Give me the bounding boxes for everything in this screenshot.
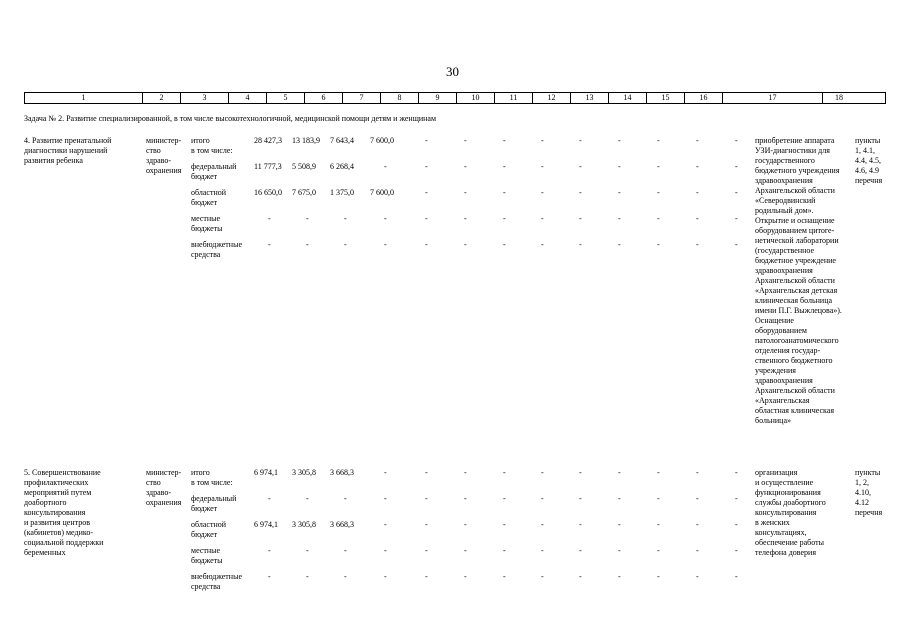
empty-cell: -	[579, 546, 582, 555]
funding-value: -	[384, 240, 387, 249]
funding-source: внебюджетные средства	[191, 572, 242, 591]
empty-cell: -	[425, 240, 428, 249]
funding-value: 11 777,3	[254, 162, 282, 171]
header-col-8: 8	[381, 93, 419, 103]
funding-value: -	[344, 240, 347, 249]
empty-cell: -	[696, 240, 699, 249]
empty-cell: -	[541, 468, 544, 477]
header-col-14: 14	[609, 93, 647, 103]
empty-cell: -	[541, 188, 544, 197]
funding-value: -	[384, 214, 387, 223]
empty-cell: -	[464, 520, 467, 529]
empty-cell: -	[735, 494, 738, 503]
empty-cell: -	[657, 468, 660, 477]
funding-value: -	[306, 214, 309, 223]
empty-cell: -	[735, 520, 738, 529]
funding-value: 28 427,3	[254, 136, 282, 145]
empty-cell: -	[618, 214, 621, 223]
header-col-1: 1	[25, 93, 143, 103]
header-col-4: 4	[229, 93, 267, 103]
empty-cell: -	[735, 572, 738, 581]
empty-cell: -	[696, 468, 699, 477]
funding-value: -	[384, 162, 387, 171]
empty-cell: -	[696, 546, 699, 555]
empty-cell: -	[579, 188, 582, 197]
empty-cell: -	[696, 214, 699, 223]
empty-cell: -	[579, 468, 582, 477]
empty-cell: -	[657, 520, 660, 529]
funding-value: -	[306, 572, 309, 581]
empty-cell: -	[541, 494, 544, 503]
empty-cell: -	[541, 520, 544, 529]
funding-source: областной бюджет	[191, 520, 227, 539]
empty-cell: -	[618, 240, 621, 249]
row-result: приобретение аппарата УЗИ-диагностики для государственного бюджетного учреждения здравоохранения Архангельской области «Северодвинский родильный дом». Открытие и оснащение оборудованием цитоге- нетической лаборатории (государственное бюджетное учреждение здравоохранения Архангельской области «Архангельская детская клиническая больница имени П.Г. Выжлецова»). Оснащение оборудованием патологоанатомического отделения государ- ственного бюджетного учреждения здравоохранения Архангельской области «Архангельская областная клиническая больница»	[755, 136, 842, 425]
empty-cell: -	[464, 546, 467, 555]
funding-value: -	[268, 240, 271, 249]
funding-value: 3 668,3	[330, 520, 354, 529]
empty-cell: -	[541, 136, 544, 145]
funding-value: 3 668,3	[330, 468, 354, 477]
empty-cell: -	[425, 188, 428, 197]
empty-cell: -	[657, 136, 660, 145]
empty-cell: -	[618, 162, 621, 171]
empty-cell: -	[735, 214, 738, 223]
empty-cell: -	[503, 188, 506, 197]
row-name: 4. Развитие пренатальной диагностики нарушений развития ребенка	[24, 136, 112, 165]
funding-value: -	[384, 520, 387, 529]
empty-cell: -	[464, 214, 467, 223]
row-result: организация и осуществление функционирования службы доабортного консультирования в женских консультациях, обеспечение работы телефона доверия	[755, 468, 826, 557]
empty-cell: -	[541, 546, 544, 555]
funding-value: 16 650,0	[254, 188, 282, 197]
funding-value: 3 305,8	[292, 468, 316, 477]
funding-value: -	[306, 240, 309, 249]
empty-cell: -	[464, 136, 467, 145]
empty-cell: -	[657, 162, 660, 171]
empty-cell: -	[735, 188, 738, 197]
funding-source: местные бюджеты	[191, 214, 223, 233]
funding-source: федеральный бюджет	[191, 494, 237, 513]
funding-value: 5 508,9	[292, 162, 316, 171]
header-col-17: 17	[723, 93, 823, 103]
funding-value: -	[306, 546, 309, 555]
funding-source: областной бюджет	[191, 188, 227, 207]
funding-value: -	[268, 494, 271, 503]
empty-cell: -	[425, 546, 428, 555]
empty-cell: -	[464, 240, 467, 249]
empty-cell: -	[425, 494, 428, 503]
page-number: 30	[446, 64, 459, 79]
funding-value: 7 600,0	[370, 136, 394, 145]
empty-cell: -	[618, 494, 621, 503]
empty-cell: -	[425, 214, 428, 223]
empty-cell: -	[503, 136, 506, 145]
empty-cell: -	[657, 546, 660, 555]
funding-value: -	[268, 546, 271, 555]
empty-cell: -	[541, 572, 544, 581]
empty-cell: -	[579, 494, 582, 503]
header-col-6: 6	[305, 93, 343, 103]
empty-cell: -	[696, 136, 699, 145]
empty-cell: -	[735, 240, 738, 249]
empty-cell: -	[657, 214, 660, 223]
empty-cell: -	[657, 240, 660, 249]
empty-cell: -	[735, 546, 738, 555]
empty-cell: -	[425, 162, 428, 171]
funding-source: местные бюджеты	[191, 546, 223, 565]
empty-cell: -	[464, 188, 467, 197]
funding-value: -	[344, 494, 347, 503]
funding-value: -	[384, 572, 387, 581]
empty-cell: -	[579, 520, 582, 529]
column-number-header	[24, 92, 886, 104]
funding-source: итого в том числе:	[191, 136, 233, 155]
header-col-16: 16	[685, 93, 723, 103]
empty-cell: -	[618, 546, 621, 555]
empty-cell: -	[425, 468, 428, 477]
empty-cell: -	[657, 188, 660, 197]
header-col-5: 5	[267, 93, 305, 103]
funding-value: -	[344, 546, 347, 555]
empty-cell: -	[696, 520, 699, 529]
funding-value: 3 305,8	[292, 520, 316, 529]
funding-value: -	[384, 546, 387, 555]
empty-cell: -	[618, 188, 621, 197]
header-col-11: 11	[495, 93, 533, 103]
empty-cell: -	[735, 162, 738, 171]
empty-cell: -	[618, 572, 621, 581]
empty-cell: -	[464, 572, 467, 581]
header-col-3: 3	[181, 93, 229, 103]
empty-cell: -	[425, 520, 428, 529]
funding-value: 7 643,4	[330, 136, 354, 145]
header-col-9: 9	[419, 93, 457, 103]
header-col-18: 18	[835, 93, 843, 102]
funding-value: 7 675,0	[292, 188, 316, 197]
row-executor: министер- ство здраво- охранения	[146, 468, 182, 507]
task-title: Задача № 2. Развитие специализированной, в том числе высокотехнологичной, медицинской помощи детям и женщинам	[24, 114, 437, 123]
empty-cell: -	[464, 162, 467, 171]
empty-cell: -	[503, 520, 506, 529]
header-col-15: 15	[647, 93, 685, 103]
empty-cell: -	[579, 214, 582, 223]
empty-cell: -	[503, 240, 506, 249]
empty-cell: -	[618, 136, 621, 145]
empty-cell: -	[657, 572, 660, 581]
empty-cell: -	[618, 468, 621, 477]
empty-cell: -	[464, 468, 467, 477]
empty-cell: -	[696, 572, 699, 581]
funding-value: 1 375,0	[330, 188, 354, 197]
empty-cell: -	[579, 162, 582, 171]
funding-source: итого в том числе:	[191, 468, 233, 487]
empty-cell: -	[503, 572, 506, 581]
funding-value: 13 183,9	[292, 136, 320, 145]
funding-value: -	[306, 494, 309, 503]
empty-cell: -	[696, 162, 699, 171]
empty-cell: -	[503, 468, 506, 477]
header-col-13: 13	[571, 93, 609, 103]
header-col-7: 7	[343, 93, 381, 103]
empty-cell: -	[657, 494, 660, 503]
empty-cell: -	[696, 188, 699, 197]
header-col-12: 12	[533, 93, 571, 103]
funding-value: -	[268, 572, 271, 581]
empty-cell: -	[503, 162, 506, 171]
empty-cell: -	[735, 468, 738, 477]
funding-source: федеральный бюджет	[191, 162, 237, 181]
funding-source: внебюджетные средства	[191, 240, 242, 259]
empty-cell: -	[579, 572, 582, 581]
funding-value: -	[384, 494, 387, 503]
funding-value: -	[384, 468, 387, 477]
empty-cell: -	[735, 136, 738, 145]
funding-value: -	[344, 214, 347, 223]
funding-value: 6 974,1	[254, 520, 278, 529]
empty-cell: -	[579, 136, 582, 145]
empty-cell: -	[579, 240, 582, 249]
funding-value: 6 268,4	[330, 162, 354, 171]
empty-cell: -	[425, 136, 428, 145]
row-executor: министер- ство здраво- охранения	[146, 136, 182, 175]
funding-value: 7 600,0	[370, 188, 394, 197]
empty-cell: -	[503, 494, 506, 503]
empty-cell: -	[541, 240, 544, 249]
row-reference: пункты 1, 4.1, 4.4, 4.5, 4.6, 4.9 перечня	[855, 136, 883, 185]
empty-cell: -	[541, 162, 544, 171]
row-reference: пункты 1, 2, 4.10, 4.12 перечня	[855, 468, 883, 517]
funding-value: -	[344, 572, 347, 581]
empty-cell: -	[464, 494, 467, 503]
empty-cell: -	[503, 214, 506, 223]
empty-cell: -	[696, 494, 699, 503]
empty-cell: -	[503, 546, 506, 555]
funding-value: -	[268, 214, 271, 223]
header-col-10: 10	[457, 93, 495, 103]
funding-value: 6 974,1	[254, 468, 278, 477]
empty-cell: -	[618, 520, 621, 529]
empty-cell: -	[541, 214, 544, 223]
header-col-2: 2	[143, 93, 181, 103]
row-name: 5. Совершенствование профилактических мероприятий путем доабортного консультирования и развития центров (кабинетов) медико- социальной поддержки беременных	[24, 468, 104, 557]
empty-cell: -	[425, 572, 428, 581]
